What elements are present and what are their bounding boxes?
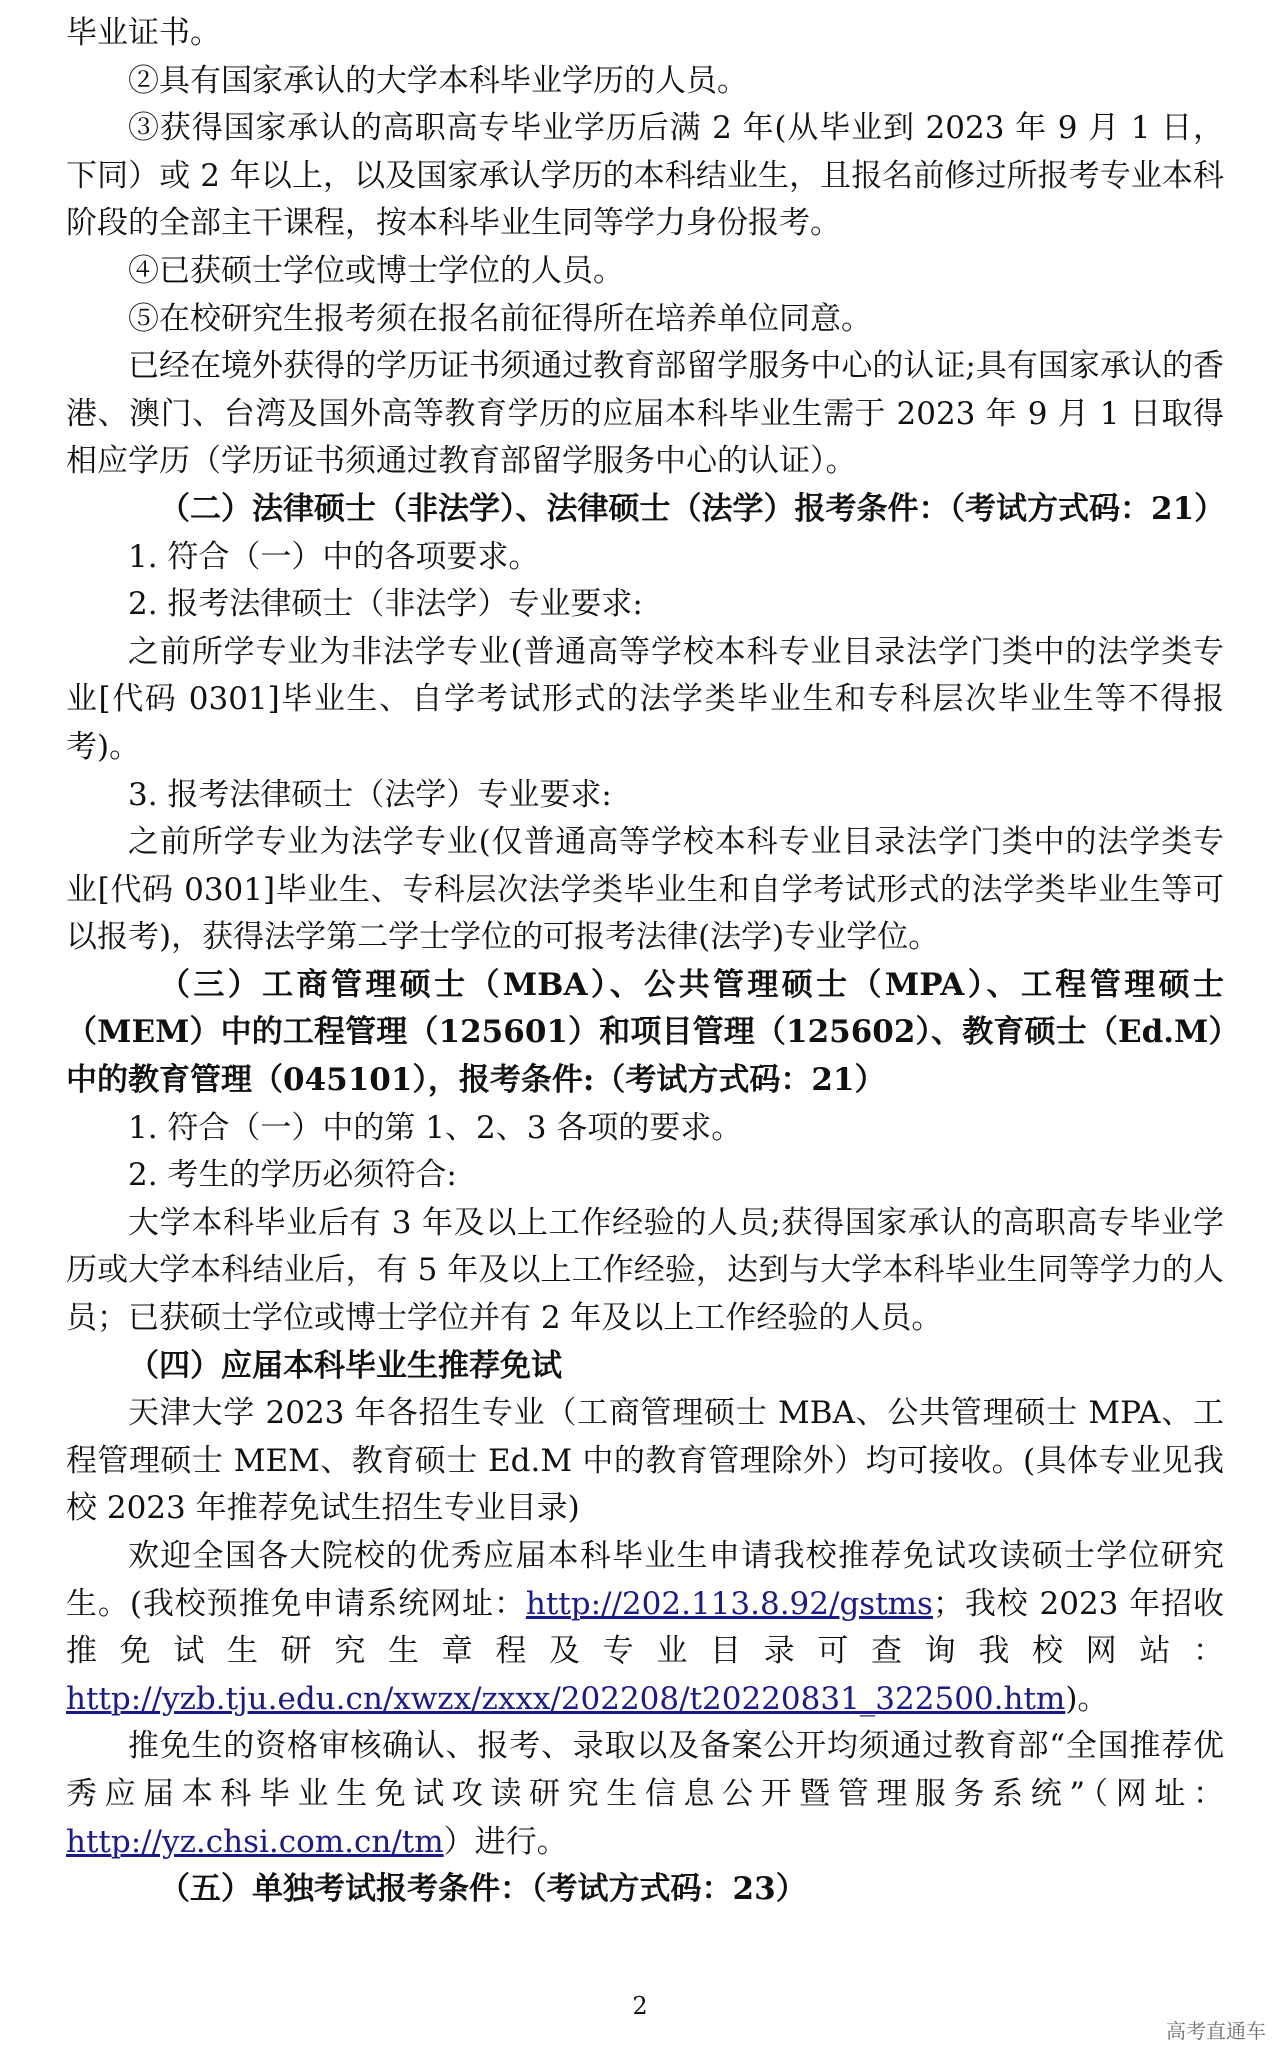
section-3-item-2: 2. 考生的学历必须符合: [128,1157,457,1194]
item-4-paragraph: ④已获硕士学位或博士学位的人员。 [128,252,624,289]
watermark-logo-text: 高考直通车 [1166,2019,1266,2043]
section-3-heading: （三）工商管理硕士（MBA）、公共管理硕士（MPA）、工程管理硕士（MEM）中的工程管理（125601）和项目管理（125602）、教育硕士（Ed.M）中的教育管理（045101），报考条件:（考试方式码：21） [66,966,1224,1099]
item-3-paragraph: ③获得国家承认的高职高专毕业学历后满 2 年(从毕业到 2023 年 9 月 1 日，下同）或 2 年以上，以及国家承认学历的本科结业生，且报名前修过所报考专业本科阶段的全部主干课程，按本科毕业生同等学力身份报考。 [66,110,1224,242]
chsi-paragraph [66,1723,1224,1866]
page-number: 2 [632,1992,648,2020]
section-2-item-1: 1. 符合（一）中的各项要求。 [128,538,540,575]
section-2-heading: （二）法律硕士（非法学）、法律硕士（法学）报考条件：（考试方式码：21） [159,490,1226,527]
item-5-paragraph: ⑤在校研究生报考须在报名前征得所在培养单位同意。 [128,300,872,337]
section-4-heading: （四）应届本科毕业生推荐免试 [128,1347,562,1384]
section-2-item-2: 2. 报考法律硕士（非法学）专业要求: [128,586,643,623]
welcome-text-1: 欢迎全国各大院校的优秀应届本科毕业生申请我校推荐免试攻读硕士学位研究生。(我校预推免申请系统网址： [66,1538,1224,1622]
section-4-paragraph: 天津大学 2023 年各招生专业（工商管理硕士 MBA、公共管理硕士 MPA、工程管理硕士 MEM、教育硕士 Ed.M 中的教育管理除外）均可接收。(具体专业见我校 2023 年推荐免试生招生专业目录) [66,1395,1224,1527]
chsi-text-1: 推免生的资格审核确认、报考、录取以及备案公开均须通过教育部“全国推荐优秀应届本科毕业生免试攻读研究生信息公开暨管理服务系统”（网址： [66,1728,1224,1812]
section-2-item-3: 3. 报考法律硕士（法学）专业要求: [128,776,612,813]
document-body [66,10,1224,1914]
continuation-line: 毕业证书。 [66,15,221,51]
admissions-website-link[interactable]: http://yzb.tju.edu.cn/xwzx/zxxx/202208/t20220831_322500.htm [66,1680,1066,1717]
section-5-heading: （五）单独考试报考条件：（考试方式码：23） [159,1871,807,1908]
section-2-item-2-detail: 之前所学专业为非法学专业(普通高等学校本科专业目录法学门类中的法学类专业[代码 0301]毕业生、自学考试形式的法学类毕业生和专科层次毕业生等不得报考)。 [66,633,1224,765]
welcome-text-2: ；我校 2023 年招收推免试生研究生章程及专业目录可查询我校网站： [66,1585,1224,1670]
overseas-degree-paragraph: 已经在境外获得的学历证书须通过教育部留学服务中心的认证;具有国家承认的香港、澳门、台湾及国外高等教育学历的应届本科毕业生需于 2023 年 9 月 1 日取得相应学历（学历证书须通过教育部留学服务中心的认证）。 [66,348,1224,480]
welcome-text-3: )。 [1065,1680,1109,1717]
section-2-item-3-detail: 之前所学专业为法学专业(仅普通高等学校本科专业目录法学门类中的法学类专业[代码 0301]毕业生、专科层次法学类毕业生和自学考试形式的法学类毕业生等可以报考)，获得法学第二学士学位的可报考法律(法学)专业学位。 [66,824,1224,956]
welcome-paragraph [66,1533,1224,1723]
section-3-item-1: 1. 符合（一）中的第 1、2、3 各项的要求。 [128,1109,743,1146]
chsi-text-2: ）进行。 [443,1823,568,1860]
chsi-system-link[interactable]: http://yz.chsi.com.cn/tm [66,1823,444,1860]
section-3-item-2-detail: 大学本科毕业后有 3 年及以上工作经验的人员;获得国家承认的高职高专毕业学历或大学本科结业后，有 5 年及以上工作经验，达到与大学本科毕业生同等学力的人员；已获硕士学位或博士学位并有 2 年及以上工作经验的人员。 [66,1204,1224,1337]
pre-recommend-system-link[interactable]: http://202.113.8.92/gstms [525,1585,933,1622]
item-2-paragraph: ②具有国家承认的大学本科毕业学历的人员。 [128,62,748,99]
